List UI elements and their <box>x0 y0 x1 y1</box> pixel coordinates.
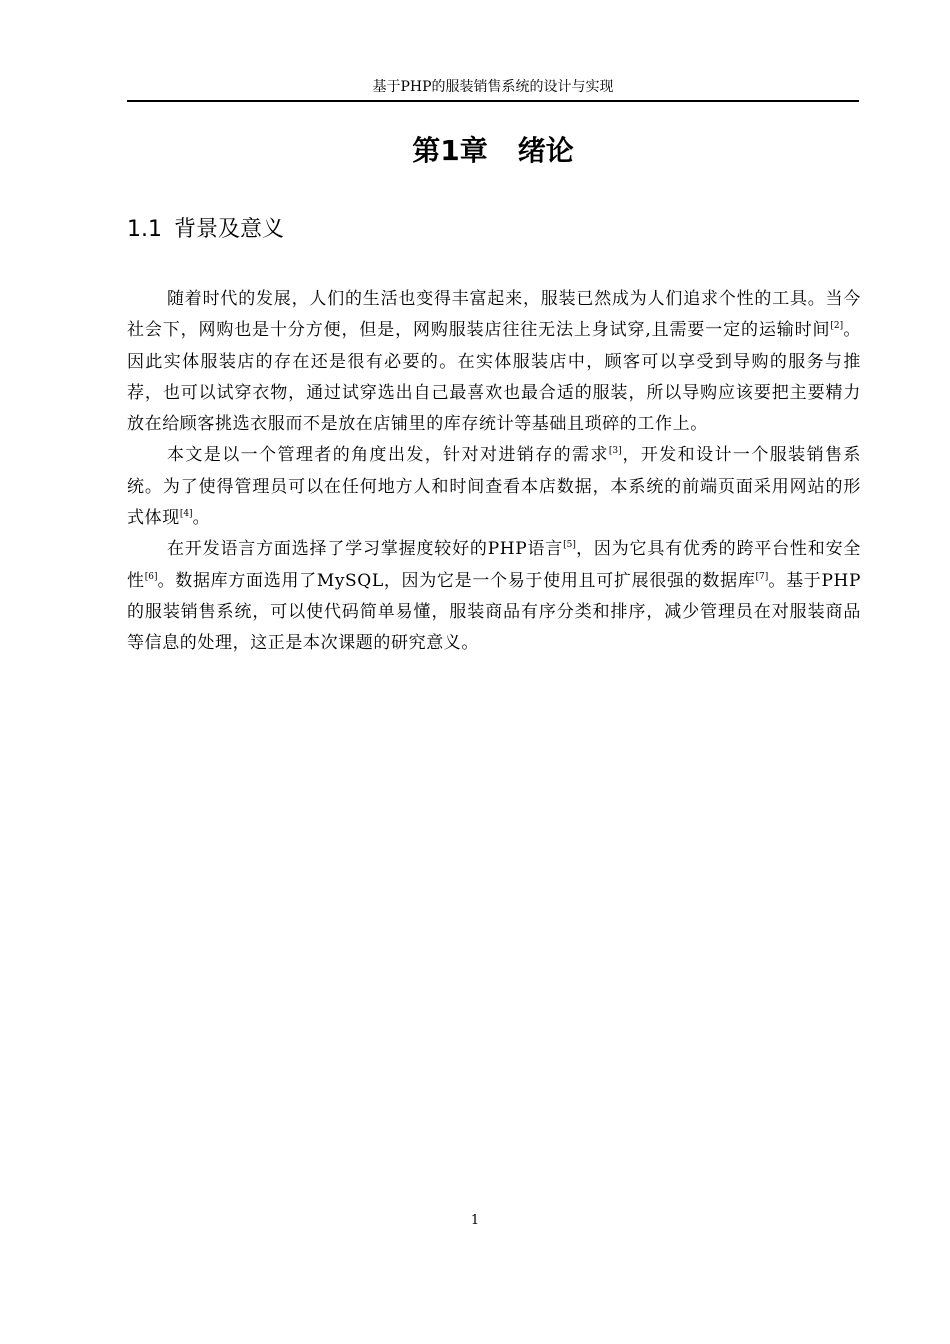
paragraph-text: ，开发和设计一个服装销售系统。为了使得管理员可以在任何地方人和时间查看本店数据，本系统的前端页面采用网站的形式体现 <box>127 445 861 529</box>
chapter-title <box>127 130 859 172</box>
paragraph <box>127 534 861 659</box>
running-header: 基于PHP的服装销售系统的设计与实现 <box>372 79 614 95</box>
paragraph-text: 。数据库方面选用了MySQL，因为它是一个易于使用且可扩展很强的数据库 <box>157 570 756 591</box>
paragraph-text: 本文是以一个管理者的角度出发，针对对进销存的需求 <box>167 445 609 466</box>
paragraph <box>127 284 861 440</box>
paragraph-text: 。基于PHP的服装销售系统，可以使代码简单易懂，服装商品有序分类和排序，减少管理员在对服装商品等信息的处理，这正是本次课题的研究意义。 <box>127 570 861 654</box>
section-title <box>127 212 284 248</box>
paragraph-text: 在开发语言方面选择了学习掌握度较好的PHP语言 <box>167 539 564 560</box>
citation: [6] <box>144 571 158 582</box>
section-name: 背景及意义 <box>174 217 285 242</box>
paragraph-text: 随着时代的发展，人们的生活也变得丰富起来，服装已然成为人们追求个性的工具。当今社会下，网购也是十分方便，但是，网购服装店往往无法上身试穿,且需要一定的运输时间 <box>127 289 861 341</box>
citation: [7] <box>755 571 769 582</box>
citation: [2] <box>830 321 844 332</box>
paragraph-text: 。 <box>192 508 211 529</box>
section-number: 1.1 <box>127 217 162 242</box>
chapter-name: 绪论 <box>517 134 574 167</box>
header-rule <box>127 100 859 102</box>
body-text <box>127 284 861 660</box>
paragraph-text: ，因为它具有优秀的跨平台性和安全性 <box>127 539 861 591</box>
chapter-number: 第1章 <box>412 134 488 167</box>
paragraph-text: 。因此实体服装店的存在还是很有必要的。在实体服装店中，顾客可以享受到导购的服务与推荐，也可以试穿衣物，通过试穿选出自己最喜欢也最合适的服装，所以导购应该要把主要精力放在给顾客挑选衣服而不是放在店铺里的库存统计等基础且琐碎的工作上。 <box>127 320 861 435</box>
page-number: 1 <box>470 1213 480 1228</box>
citation: [3] <box>608 446 622 457</box>
paragraph <box>127 440 861 534</box>
citation: [5] <box>563 540 576 551</box>
citation: [4] <box>179 509 193 520</box>
